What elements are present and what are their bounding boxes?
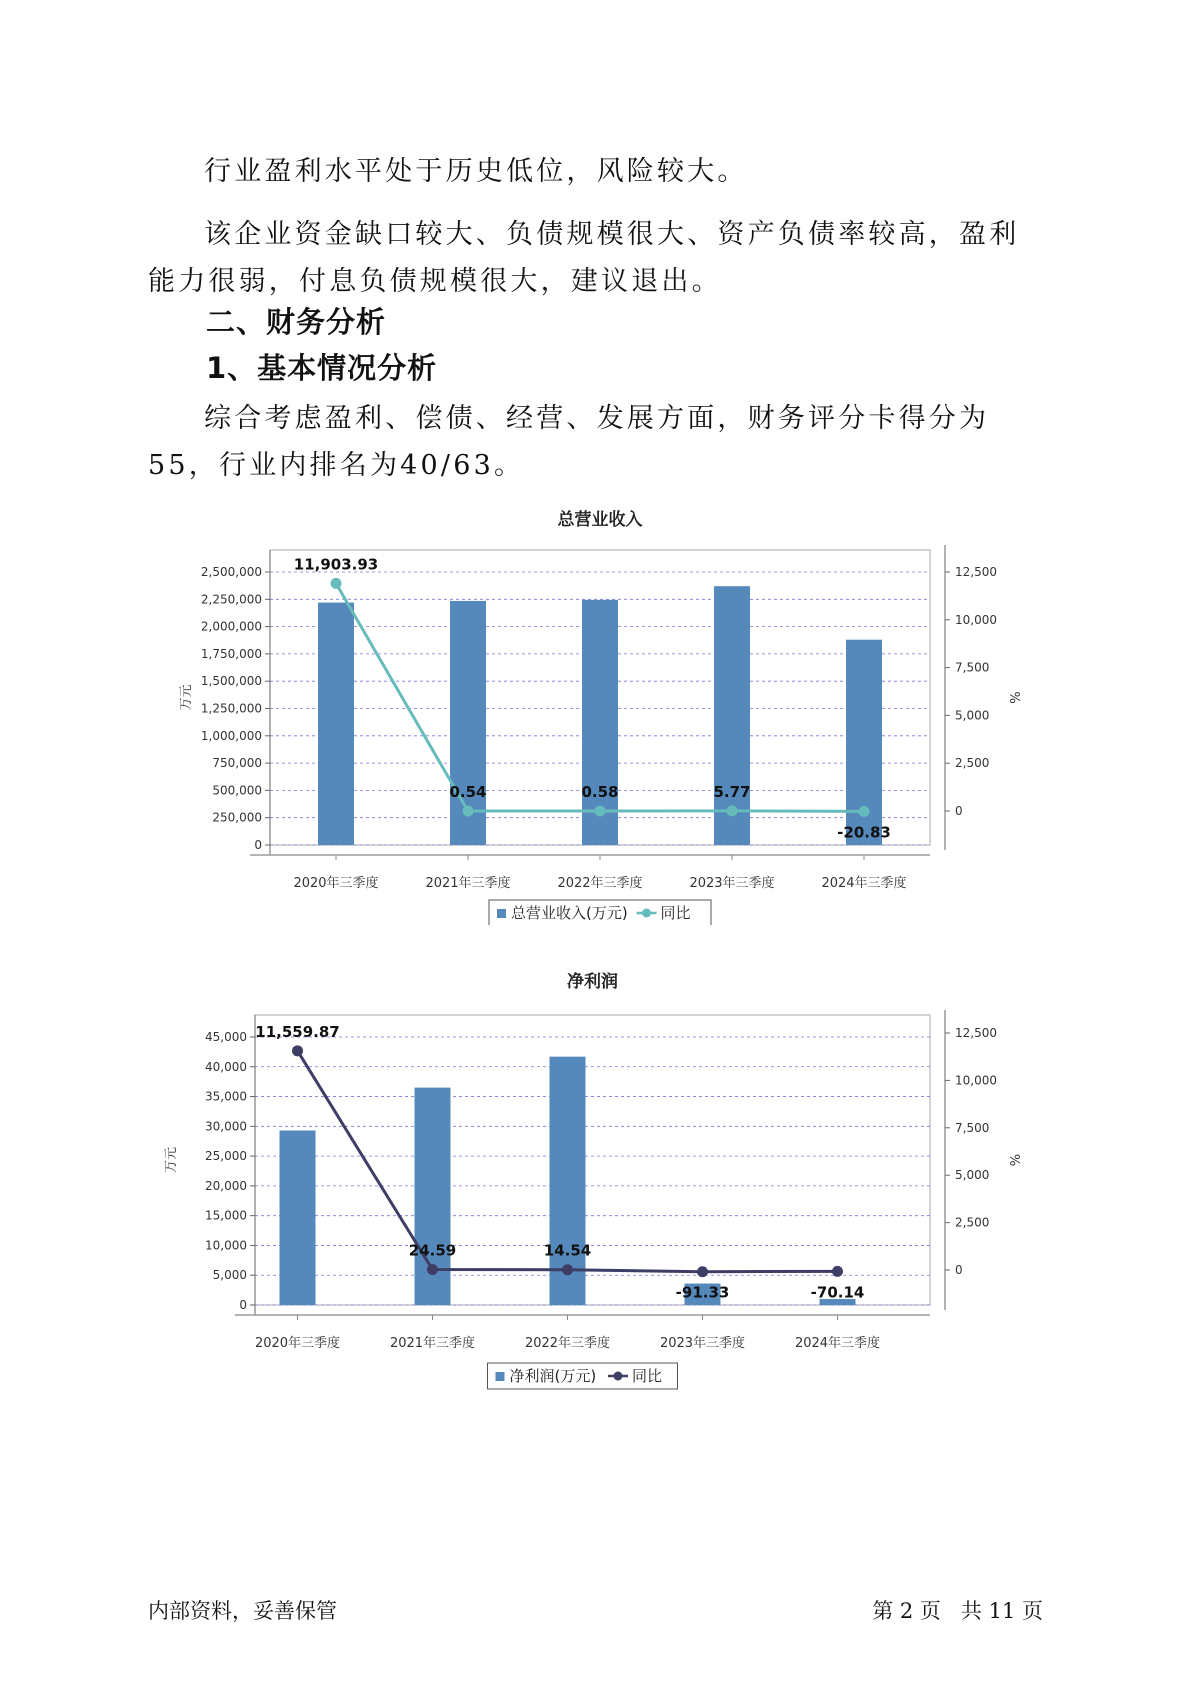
legend-line-label: 同比 <box>660 904 691 922</box>
x-tick-label: 2020年三季度 <box>293 876 379 891</box>
data-label: -91.33 <box>675 1283 730 1302</box>
data-label: 0.58 <box>581 782 619 801</box>
x-tick-label: 2021年三季度 <box>425 876 511 891</box>
y-tick-label: 1,000,000 <box>200 728 262 743</box>
legend-bar-label: 净利润(万元) <box>509 1367 597 1385</box>
line-point <box>832 1266 843 1277</box>
legend-bar-label: 总营业收入(万元) <box>511 904 628 922</box>
line-point <box>463 805 474 816</box>
y2-tick-label: 7,500 <box>955 660 990 675</box>
paragraph-scorecard: 综合考虑盈利、偿债、经营、发展方面，财务评分卡得分为55，行业内排名为40/63。 <box>148 403 990 481</box>
chart-title: 净利润 <box>567 972 618 992</box>
y2-tick-label: 7,500 <box>955 1120 990 1135</box>
x-tick-label: 2023年三季度 <box>659 1336 746 1351</box>
y2-tick-label: 12,500 <box>955 565 997 579</box>
y-tick-label: 0 <box>254 838 262 852</box>
legend-line-label: 同比 <box>632 1367 663 1385</box>
y-tick-label: 25,000 <box>205 1149 247 1164</box>
data-label: 0.54 <box>449 782 487 801</box>
y-tick-label: 2,000,000 <box>200 619 262 634</box>
legend-line-marker <box>642 909 651 918</box>
legend-line-marker <box>614 1372 623 1381</box>
x-tick-label: 2020年三季度 <box>254 1336 341 1351</box>
y2-tick-label: 2,500 <box>955 756 990 771</box>
footer-confidential: 内部资料，妥善保管 <box>148 1599 337 1623</box>
y2-tick-label: 0 <box>955 804 963 818</box>
section-heading-financial-analysis: 二、财务分析 <box>206 305 387 339</box>
y-axis-label: 万元 <box>164 1146 179 1174</box>
y2-tick-label: 10,000 <box>955 1073 997 1088</box>
y-tick-label: 1,750,000 <box>200 646 262 661</box>
y-tick-label: 2,250,000 <box>200 592 262 607</box>
y-tick-label: 10,000 <box>205 1238 247 1253</box>
y2-axis-label: % <box>1009 691 1024 704</box>
revenue-chart-svg <box>0 505 1191 925</box>
x-tick-label: 2022年三季度 <box>524 1336 611 1351</box>
line-point <box>697 1266 708 1277</box>
y-tick-label: 250,000 <box>212 810 262 825</box>
y2-axis-label: % <box>1009 1153 1024 1167</box>
line-point <box>292 1045 303 1056</box>
data-label: 24.59 <box>408 1241 457 1260</box>
data-label: 14.54 <box>543 1241 592 1260</box>
bar <box>318 603 354 845</box>
data-label: 11,903.93 <box>293 555 379 574</box>
line-point <box>727 805 738 816</box>
x-tick-label: 2023年三季度 <box>689 876 775 891</box>
y2-tick-label: 2,500 <box>955 1215 990 1230</box>
plot-area <box>255 1015 930 1305</box>
line-point <box>859 806 870 817</box>
y-tick-label: 2,500,000 <box>200 565 262 579</box>
y-tick-label: 40,000 <box>205 1059 247 1074</box>
revenue-chart <box>0 505 1191 925</box>
y-tick-label: 30,000 <box>205 1119 247 1134</box>
paragraph-industry-profit: 行业盈利水平处于历史低位，风险较大。 <box>204 156 748 187</box>
x-tick-label: 2022年三季度 <box>557 876 643 891</box>
chart-title: 总营业收入 <box>557 510 643 530</box>
y-tick-label: 20,000 <box>205 1178 247 1193</box>
net-profit-chart <box>0 965 1191 1405</box>
footer-page-number: 第 2 页 共 11 页 <box>872 1599 1043 1623</box>
legend-bar-swatch <box>497 909 506 918</box>
x-tick-label: 2024年三季度 <box>821 876 907 891</box>
y-tick-label: 5,000 <box>212 1268 247 1283</box>
y-tick-label: 1,250,000 <box>200 701 262 716</box>
paragraph-exit-recommendation: 该企业资金缺口较大、负债规模很大、资产负债率较高，盈利能力很弱，付息负债规模很大，建议退出。 <box>148 219 1020 297</box>
y-tick-label: 500,000 <box>212 783 262 798</box>
x-tick-label: 2024年三季度 <box>794 1336 881 1351</box>
line-point <box>562 1264 573 1275</box>
y-tick-label: 1,500,000 <box>200 674 262 689</box>
line-point <box>595 805 606 816</box>
net-profit-chart-svg <box>0 965 1191 1405</box>
subsection-heading-basic-analysis: 1、基本情况分析 <box>206 351 438 385</box>
y-tick-label: 35,000 <box>205 1089 247 1104</box>
y-tick-label: 45,000 <box>205 1030 247 1044</box>
bar <box>280 1131 316 1305</box>
legend-bar-swatch <box>496 1372 505 1381</box>
line-point <box>331 578 342 589</box>
line-point <box>427 1264 438 1275</box>
y-axis-label: 万元 <box>179 684 194 711</box>
y2-tick-label: 5,000 <box>955 708 990 723</box>
x-tick-label: 2021年三季度 <box>389 1336 476 1351</box>
data-label: -20.83 <box>837 823 891 842</box>
data-label: 5.77 <box>713 782 751 801</box>
data-label: 11,559.87 <box>255 1022 340 1041</box>
y-tick-label: 750,000 <box>212 756 262 771</box>
data-label: -70.14 <box>810 1283 865 1302</box>
y-tick-label: 0 <box>239 1298 247 1312</box>
y2-tick-label: 12,500 <box>955 1026 997 1040</box>
y2-tick-label: 10,000 <box>955 612 997 627</box>
y2-tick-label: 0 <box>955 1263 963 1277</box>
y2-tick-label: 5,000 <box>955 1168 990 1183</box>
y-tick-label: 15,000 <box>205 1208 247 1223</box>
